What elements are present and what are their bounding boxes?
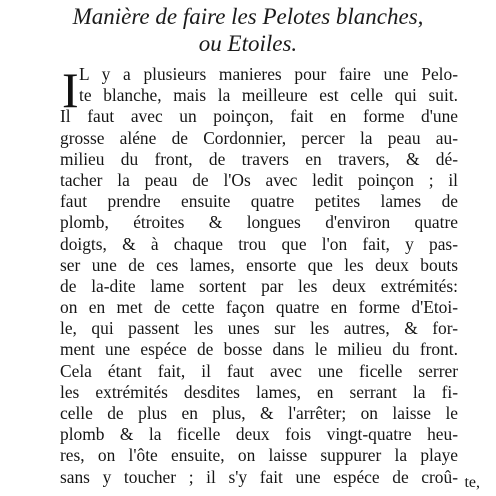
text-line: doigts, & à chaque trou que l'on fait, y pas- <box>60 233 458 254</box>
text-line: plomb & la ficelle deux fois vingt-quatre heu- <box>60 424 458 445</box>
chapter-title-line-2: ou Etoiles. <box>198 31 298 56</box>
text-line: ment une espéce de bosse dans le milieu du front. <box>60 339 458 360</box>
text-line: plomb, étroites & longues d'environ quatre <box>60 212 458 233</box>
text-line: te blanche, mais la meilleure est celle qui suit. <box>79 85 458 106</box>
text-line: milieu du front, de travers en travers, & dé- <box>60 148 458 169</box>
chapter-title-line-1: Manière de faire les Pelotes blanches, <box>72 4 424 29</box>
text-line: Il faut avec un poinçon, fait en forme d'une <box>60 106 458 127</box>
text-line: faut prendre ensuite quatre petites lames de <box>60 191 458 212</box>
text-line: L y a plusieurs manieres pour faire une Pelo- <box>79 64 458 84</box>
text-line: tacher la peau de l'Os avec ledit poinçon ; il <box>60 169 458 190</box>
drop-cap: I <box>62 62 79 118</box>
text-line: les extrémités desdites lames, en serrant la fi- <box>60 381 458 402</box>
text-line: de la-dite lame sortent par les deux extrémités: <box>60 275 458 296</box>
text-line: ser une de ces lames, ensorte que les deux bouts <box>60 254 458 275</box>
text-line: res, on l'ôte ensuite, on laisse suppurer la playe <box>60 445 458 466</box>
text-line: grosse aléne de Cordonnier, percer la peau au- <box>60 127 458 148</box>
text-line: on en met de cette façon quatre en forme d'Etoi- <box>60 297 458 318</box>
text-line: Cela étant fait, il faut avec une ficelle serrer <box>60 360 458 381</box>
text-line: celle de plus en plus, & l'arrêter; on laisse le <box>60 403 458 423</box>
paragraph <box>60 64 458 488</box>
catchword: te, <box>464 474 480 491</box>
text-line: sans y toucher ; il s'y fait une espéce de croû- <box>60 466 458 487</box>
text-line: le, qui passent les unes sur les autres, & for- <box>60 318 458 339</box>
